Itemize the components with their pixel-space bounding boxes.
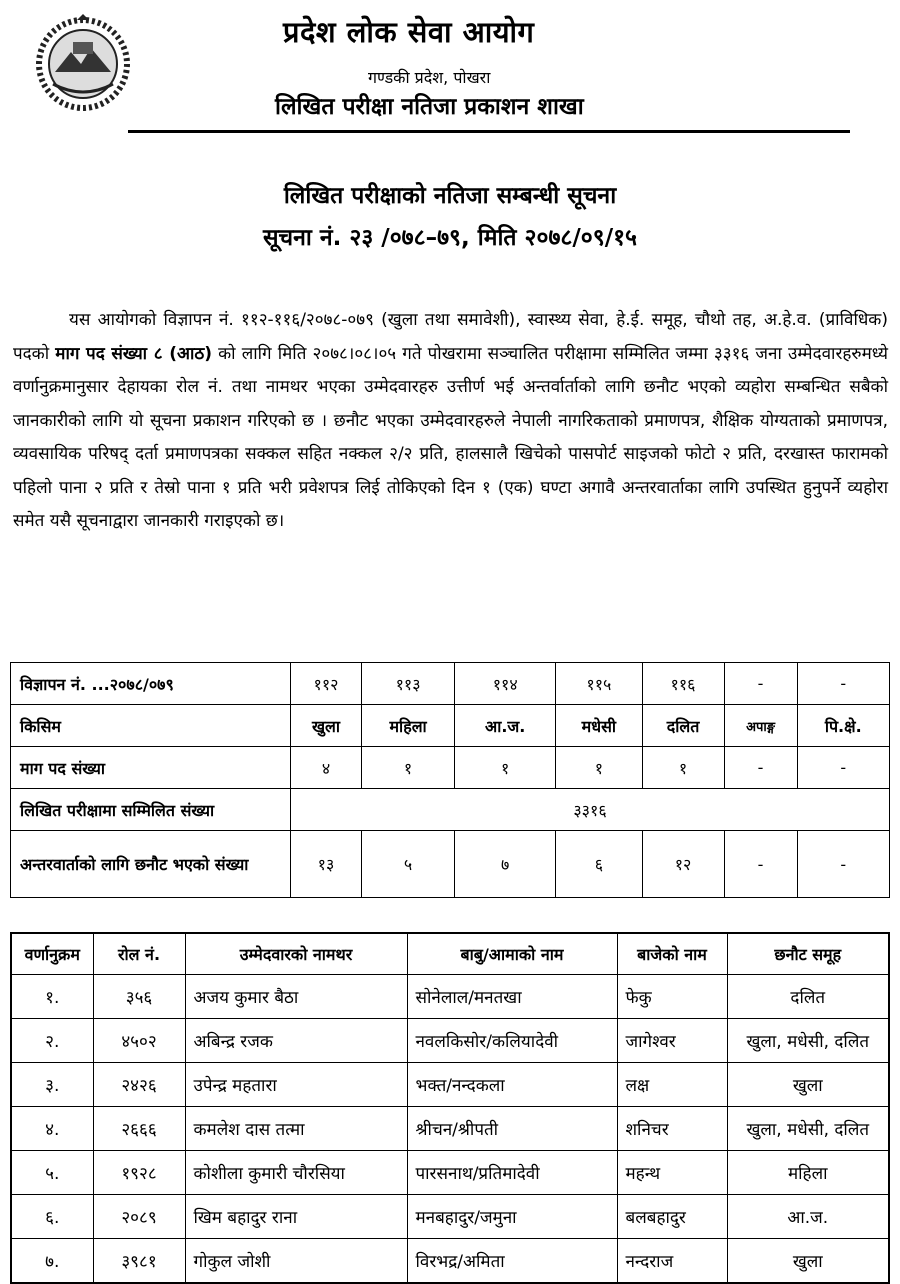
type-cell: पि.क्षे.	[797, 705, 889, 747]
posts-cell: १	[556, 747, 642, 789]
grandfather-name: शनिचर	[617, 1107, 727, 1151]
serial: १.	[11, 975, 93, 1019]
notice-subtitle: सूचना नं. २३ /०७८–७९, मिति २०७८/०९/१५	[262, 225, 638, 251]
notice-title: लिखित परीक्षाको नतिजा सम्बन्धी सूचना	[283, 183, 617, 209]
roll-no: ४५०२	[93, 1019, 185, 1063]
ad-no: ११६	[642, 663, 724, 705]
grandfather-name: महन्थ	[617, 1151, 727, 1195]
letterhead	[0, 0, 900, 130]
type-cell: खुला	[291, 705, 362, 747]
branch-name: लिखित परीक्षा नतिजा प्रकाशन शाखा	[275, 94, 584, 120]
type-cell: दलित	[642, 705, 724, 747]
table-row	[11, 831, 890, 898]
nepal-emblem-icon	[33, 12, 133, 112]
col-header: उम्मेदवारको नामथर	[185, 933, 407, 975]
selection-group: महिला	[727, 1151, 889, 1195]
selected-label: अन्तरवार्ताको लागि छनौट भएको संख्या	[11, 831, 291, 898]
parent-name: श्रीचन/श्रीपती	[407, 1107, 617, 1151]
grandfather-name: जागेश्वर	[617, 1019, 727, 1063]
parent-name: मनबहादुर/जमुना	[407, 1195, 617, 1239]
selected-cell: १२	[642, 831, 724, 898]
posts-cell: १	[642, 747, 724, 789]
candidate-name: कमलेश दास तत्मा	[185, 1107, 407, 1151]
type-cell: आ.ज.	[455, 705, 556, 747]
results-table	[10, 932, 890, 1284]
type-label: किसिम	[11, 705, 291, 747]
col-header: बाजेको नाम	[617, 933, 727, 975]
table-row	[11, 1019, 889, 1063]
notice-para-bold: माग पद संख्या ८ (आठ)	[55, 343, 212, 364]
parent-name: विरभद्र/अमिता	[407, 1239, 617, 1284]
selected-cell: १३	[291, 831, 362, 898]
parent-name: सोनेलाल/मनतखा	[407, 975, 617, 1019]
type-cell: महिला	[361, 705, 454, 747]
candidate-name: कोशीला कुमारी चौरसिया	[185, 1151, 407, 1195]
grandfather-name: लक्ष	[617, 1063, 727, 1107]
summary-table	[10, 662, 890, 898]
candidate-name: अबिन्द्र रजक	[185, 1019, 407, 1063]
ad-no: -	[724, 663, 797, 705]
parent-name: पारसनाथ/प्रतिमादेवी	[407, 1151, 617, 1195]
candidate-name: खिम बहादुर राना	[185, 1195, 407, 1239]
notice-body	[13, 304, 888, 539]
type-cell: मधेसी	[556, 705, 642, 747]
table-header-row	[11, 933, 889, 975]
col-header: छनौट समूह	[727, 933, 889, 975]
serial: ५.	[11, 1151, 93, 1195]
roll-no: १९२८	[93, 1151, 185, 1195]
table-row	[11, 1239, 889, 1284]
selected-cell: -	[797, 831, 889, 898]
selection-group: खुला, मधेसी, दलित	[727, 1019, 889, 1063]
selected-cell: ६	[556, 831, 642, 898]
notice-para-2: को लागि मिति २०७८।०८।०५ गते पोखरामा सञ्चालित परीक्षामा सम्मिलित जम्मा ३३१६ जना उम्मेदवारहरुमध्ये वर्णानुक्रमानुसार देहायका रोल नं. तथा नामथर भएका उम्मेदवारहरु उत्तीर्ण भई अन्तर्वार्ताको लागि छनौट भएको व्यहोरा सम्बन्धित सबैको जानकारीको लागि यो सूचना प्रकाशन गरिएको छ । छनौट भएका उम्मेदवारहरुले नेपाली नागरिकताको प्रमाणपत्र, शैक्षिक योग्यताको प्रमाणपत्र, व्यवसायिक परिषद् दर्ता प्रमाणपत्रका सक्कल सहित नक्कल २/२ प्रति, हालसालै खिचेको पासपोर्ट साइजको फोटो २ प्रति, दरखास्त फारामको पहिलो पाना २ प्रति र तेस्रो पाना १ प्रति भरी प्रवेशपत्र लिई तोकिएको दिन १ (एक) घण्टा अगावै अन्तरवार्ताका लागि उपस्थित हुनुपर्ने व्यहोरा समेत यसै सूचनाद्वारा जानकारी गराइएको छ।	[13, 343, 889, 531]
candidate-name: अजय कुमार बैठा	[185, 975, 407, 1019]
selection-group: दलित	[727, 975, 889, 1019]
ad-no: ११२	[291, 663, 362, 705]
selection-group: आ.ज.	[727, 1195, 889, 1239]
roll-no: २०८९	[93, 1195, 185, 1239]
selection-group: खुला, मधेसी, दलित	[727, 1107, 889, 1151]
table-row	[11, 747, 890, 789]
selection-group: खुला	[727, 1063, 889, 1107]
parent-name: नवलकिसोर/कलियादेवी	[407, 1019, 617, 1063]
posts-label: माग पद संख्या	[11, 747, 291, 789]
roll-no: ३९८१	[93, 1239, 185, 1284]
roll-no: ३५६	[93, 975, 185, 1019]
table-row	[11, 1195, 889, 1239]
ad-no: ११५	[556, 663, 642, 705]
posts-cell: -	[724, 747, 797, 789]
ad-no: ११३	[361, 663, 454, 705]
table-row	[11, 1151, 889, 1195]
table-row	[11, 1107, 889, 1151]
grandfather-name: फेकु	[617, 975, 727, 1019]
grandfather-name: नन्दराज	[617, 1239, 727, 1284]
candidate-name: गोकुल जोशी	[185, 1239, 407, 1284]
appeared-label: लिखित परीक्षामा सम्मिलित संख्या	[11, 789, 291, 831]
appeared-count: ३३१६	[291, 789, 890, 831]
serial: २.	[11, 1019, 93, 1063]
org-name: प्रदेश लोक सेवा आयोग	[283, 15, 535, 49]
posts-cell: -	[797, 747, 889, 789]
serial: ४.	[11, 1107, 93, 1151]
notice-para-1: यस आयोगको विज्ञापन नं. ११२-११६/२०७८-०७९ (खुला तथा समावेशी), स्वास्थ्य सेवा, हे.ई. समूह, चौथो तह, अ.हे.व. (प्राविधिक) पदको	[13, 310, 888, 364]
selection-group: खुला	[727, 1239, 889, 1284]
posts-cell: १	[361, 747, 454, 789]
ad-no: -	[797, 663, 889, 705]
col-header: बाबु/आमाको नाम	[407, 933, 617, 975]
table-row	[11, 705, 890, 747]
grandfather-name: बलबहादुर	[617, 1195, 727, 1239]
selected-cell: ५	[361, 831, 454, 898]
header-divider	[128, 130, 850, 133]
org-address: गण्डकी प्रदेश, पोखरा	[368, 68, 491, 87]
selected-cell: ७	[455, 831, 556, 898]
roll-no: २४२६	[93, 1063, 185, 1107]
table-row	[11, 789, 890, 831]
ad-no: ११४	[455, 663, 556, 705]
posts-cell: १	[455, 747, 556, 789]
roll-no: २६६६	[93, 1107, 185, 1151]
posts-cell: ४	[291, 747, 362, 789]
selected-cell: -	[724, 831, 797, 898]
type-cell: अपाङ्ग	[724, 705, 797, 747]
col-header: वर्णानुक्रम	[11, 933, 93, 975]
serial: ६.	[11, 1195, 93, 1239]
table-row	[11, 1063, 889, 1107]
table-row	[11, 663, 890, 705]
ad-label: विज्ञापन नं. ...२०७८/०७९	[11, 663, 291, 705]
serial: ७.	[11, 1239, 93, 1284]
col-header: रोल नं.	[93, 933, 185, 975]
table-row	[11, 975, 889, 1019]
parent-name: भक्त/नन्दकला	[407, 1063, 617, 1107]
serial: ३.	[11, 1063, 93, 1107]
candidate-name: उपेन्द्र महतारा	[185, 1063, 407, 1107]
